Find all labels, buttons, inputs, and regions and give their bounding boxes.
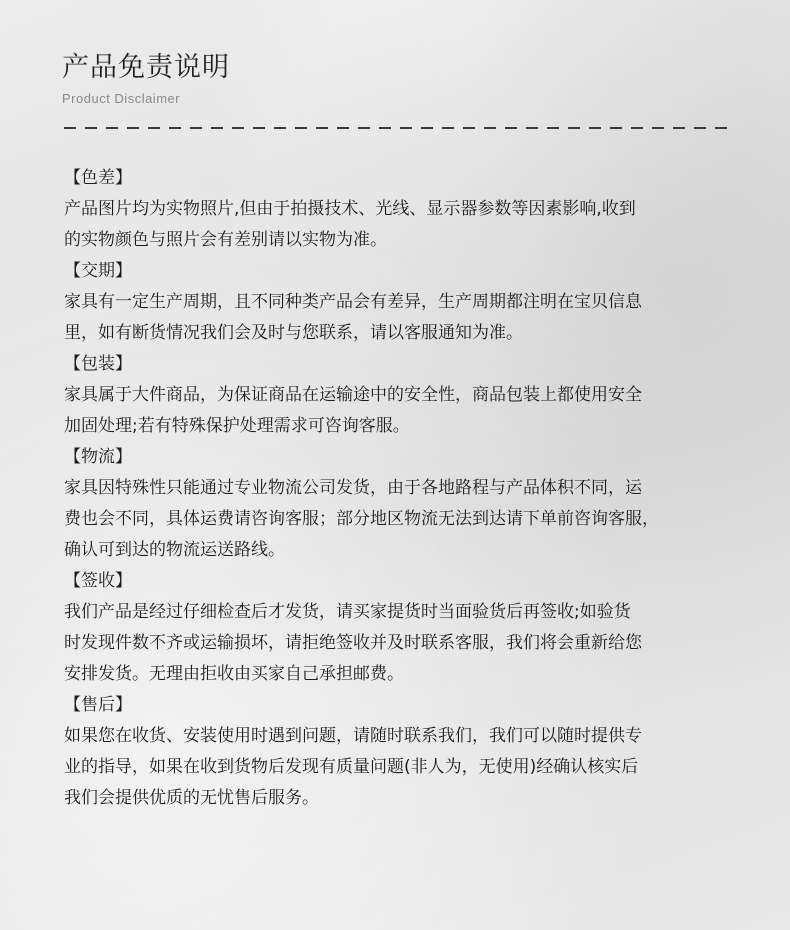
section-heading: 【售后】: [64, 695, 132, 715]
section-line: 的实物颜色与照片会有差别请以实物为准。: [64, 230, 387, 250]
section-line: 我们产品是经过仔细检查后才发货，请买家提货时当面验货后再签收;如验货: [64, 602, 631, 622]
section-body: [64, 194, 754, 256]
section-color-difference: [64, 163, 754, 256]
section-line: 家具有一定生产周期，且不同种类产品会有差异，生产周期都注明在宝贝信息: [64, 292, 642, 312]
section-packaging: [64, 349, 754, 442]
section-body: [64, 721, 754, 814]
section-line: 加固处理;若有特殊保护处理需求可咨询客服。: [64, 416, 410, 436]
section-line: 家具属于大件商品，为保证商品在运输途中的安全性，商品包装上都使用安全: [64, 385, 642, 405]
section-body: [64, 287, 754, 349]
dashed-divider: [64, 127, 730, 129]
section-body: [64, 380, 754, 442]
section-line: 安排发货。无理由拒收由买家自己承担邮费。: [64, 664, 404, 684]
page-title: 产品免责说明: [62, 52, 230, 83]
section-delivery-time: [64, 256, 754, 349]
section-heading: 【物流】: [64, 447, 132, 467]
section-line: 业的指导，如果在收到货物后发现有质量问题(非人为，无使用)经确认核实后: [64, 757, 639, 777]
section-receipt: [64, 566, 754, 690]
section-line: 时发现件数不齐或运输损坏，请拒绝签收并及时联系客服，我们将会重新给您: [64, 633, 642, 653]
section-after-sales: [64, 690, 754, 814]
section-line: 里，如有断货情况我们会及时与您联系，请以客服通知为准。: [64, 323, 523, 343]
section-heading: 【交期】: [64, 261, 132, 281]
section-heading: 【包装】: [64, 354, 132, 374]
page-subtitle: Product Disclaimer: [62, 91, 181, 106]
section-heading: 【签收】: [64, 571, 132, 591]
section-line: 费也会不同，具体运费请咨询客服；部分地区物流无法到达请下单前咨询客服，: [64, 509, 659, 529]
section-line: 家具因特殊性只能通过专业物流公司发货，由于各地路程与产品体积不同，运: [64, 478, 642, 498]
disclaimer-content: [64, 163, 754, 814]
section-line: 我们会提供优质的无忧售后服务。: [64, 788, 319, 808]
section-line: 如果您在收货、安装使用时遇到问题，请随时联系我们，我们可以随时提供专: [64, 726, 642, 746]
section-heading: 【色差】: [64, 168, 132, 188]
section-line: 确认可到达的物流运送路线。: [64, 540, 285, 560]
section-body: [64, 597, 754, 690]
section-logistics: [64, 442, 754, 566]
section-line: 产品图片均为实物照片,但由于拍摄技术、光线、显示器参数等因素影响,收到: [64, 199, 636, 219]
section-body: [64, 473, 754, 566]
page-header: [62, 50, 742, 108]
